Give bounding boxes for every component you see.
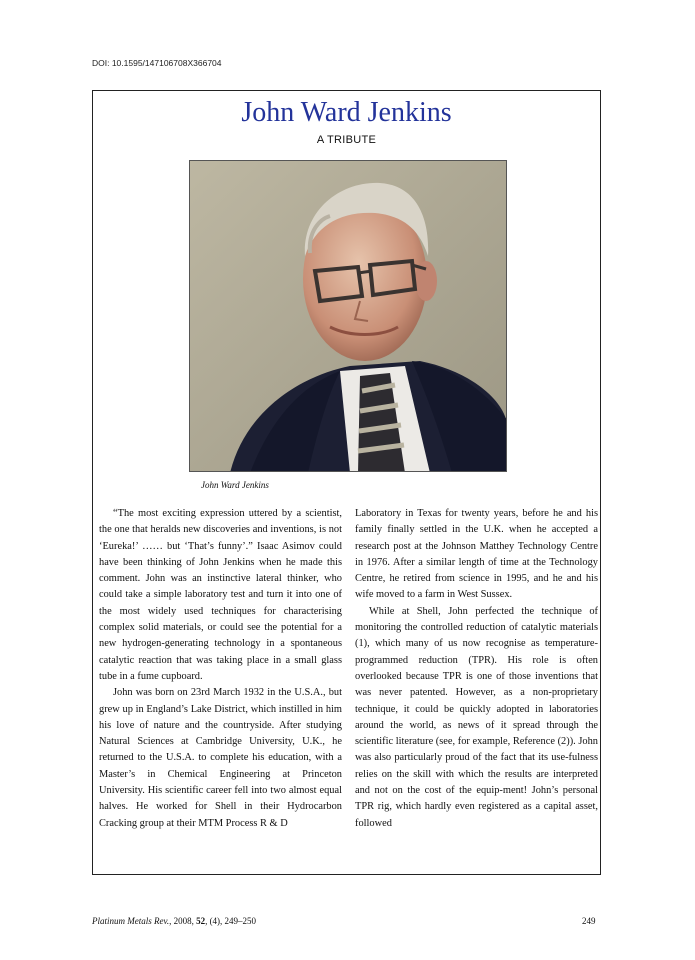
article-title: John Ward Jenkins bbox=[241, 97, 452, 128]
article-subtitle: A TRIBUTE bbox=[316, 134, 377, 146]
paragraph: “The most exciting expression uttered by a scientist, the one that heralds new discoveries and inventions, is not ‘Eureka!’ …… but ‘That’s funny’.” Isaac Asimov could have been thinking of John Jenkins when he made this comment. John was an instinctive lateral thinker, who could take a simple laboratory test and turn it into one of the most widely used techniques for characterising complex solid materials, or could see the potential for a new hydrogen-generating technology in a spontaneous catalytic reaction that was taking place in a small glass tube in a fume cupboard. bbox=[99, 508, 342, 682]
journal-issue-pages: , (4), 249–250 bbox=[205, 916, 257, 926]
journal-name: Platinum Metals Rev. bbox=[92, 916, 170, 926]
portrait-photo bbox=[189, 160, 507, 472]
article-frame bbox=[92, 90, 601, 875]
right-column bbox=[355, 506, 598, 832]
footer-citation bbox=[92, 916, 256, 926]
paragraph: Laboratory in Texas for twenty years, before he and his family finally settled in the U.K. when he accepted a research post at the Johnson Matthey Technology Centre in 1976. After a similar length of time at the Technology Centre, he retired from science in 1995, and he and his wife moved to a farm in West Sussex. bbox=[355, 508, 598, 601]
doi-text: DOI: 10.1595/147106708X366704 bbox=[92, 58, 222, 68]
journal-volume: 52 bbox=[196, 916, 206, 926]
paragraph: While at Shell, John perfected the technique of monitoring the controlled reduction of catalytic materials (1), which many of us now recognise as temperature-programmed reduction (TPR). His role is often overlooked because TPR is one of those inventions that was never patented. However, as a non-proprietary technique, it could be quickly adopted in laboratories around the world, as news of it spread through the scientific literature (see, for example, Reference (2)). John was also particularly proud of the fact that its use-fulness relies on the skill with which the results are interpreted and not on the cost of the equip-ment! John’s personal TPR rig, which hardly even registered as a capital asset, followed bbox=[355, 605, 598, 829]
paragraph: John was born on 23rd March 1932 in the U.S.A., but grew up in England’s Lake District, which instilled in him his love of nature and the countryside. After studying Natural Sciences at Cambridge University, U.K., he returned to the U.S.A. to complete his education, with a Master’s in Chemical Engineering at Princeton University. His scientific career fell into two almost equal halves. He worked for Shell in their Hydrocarbon Cracking group at their MTM Process R & D bbox=[99, 687, 342, 829]
journal-year: , 2008, bbox=[169, 916, 197, 926]
left-column bbox=[99, 506, 342, 832]
page-number: 249 bbox=[582, 916, 596, 926]
photo-caption: John Ward Jenkins bbox=[201, 480, 269, 490]
